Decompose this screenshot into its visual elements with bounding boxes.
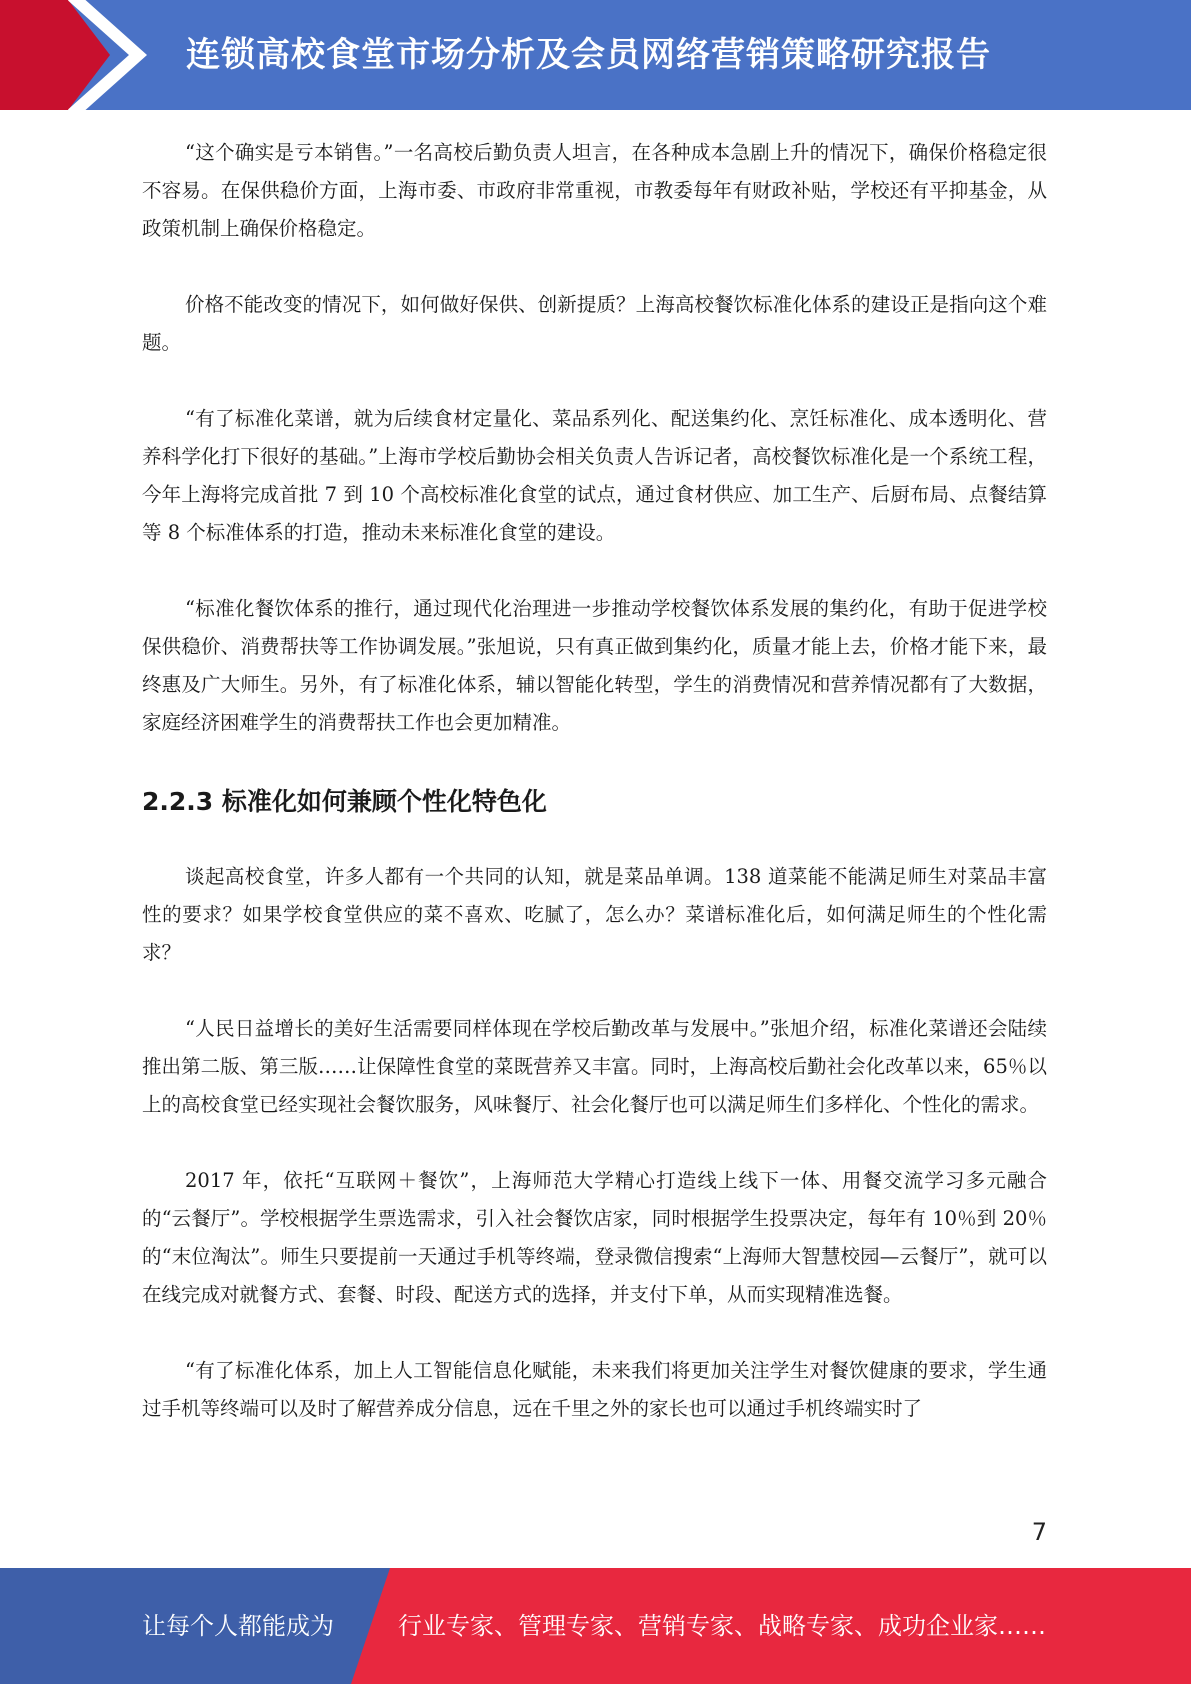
report-title: 连锁高校食堂市场分析及会员网络营销策略研究报告 xyxy=(186,35,991,75)
paragraph: “标准化餐饮体系的推行，通过现代化治理进一步推动学校餐饮体系发展的集约化，有助于促进学校保供稳价、消费帮扶等工作协调发展。”张旭说，只有真正做到集约化，质量才能上去，价格才能下来，最终惠及广大师生。另外，有了标准化体系，辅以智能化转型，学生的消费情况和营养情况都有了大数据，家庭经济困难学生的消费帮扶工作也会更加精准。 xyxy=(142,597,1047,734)
paragraph: “有了标准化体系，加上人工智能信息化赋能，未来我们将更加关注学生对餐饮健康的要求，学生通过手机等终端可以及时了解营养成分信息，远在千里之外的家长也可以通过手机终端实时了 xyxy=(142,1359,1047,1420)
page-number: 7 xyxy=(1031,1518,1047,1546)
section-heading: 2.2.3 标准化如何兼顾个性化特色化 xyxy=(142,787,547,816)
footer-slogan-right: 行业专家、管理专家、营销专家、战略专家、成功企业家…… xyxy=(398,1612,1046,1640)
paragraph: “有了标准化菜谱，就为后续食材定量化、菜品系列化、配送集约化、烹饪标准化、成本透明化、营养科学化打下很好的基础。”上海市学校后勤协会相关负责人告诉记者，高校餐饮标准化是一个系统工程，今年上海将完成首批 7 到 10 个高校标准化食堂的试点，通过食材供应、加工生产、后厨布局、点餐结算等 8 个标准体系的打造，推动未来标准化食堂的建设。 xyxy=(142,407,1047,544)
paragraph: 2017 年，依托“互联网＋餐饮”，上海师范大学精心打造线上线下一体、用餐交流学习多元融合的“云餐厅”。学校根据学生票选需求，引入社会餐饮店家，同时根据学生投票决定，每年有 10％到 20％的“末位淘汰”。师生只要提前一天通过手机等终端，登录微信搜索“上海师大智慧校园—云餐厅”，就可以在线完成对就餐方式、套餐、时段、配送方式的选择，并支付下单，从而实现精准选餐。 xyxy=(142,1169,1047,1306)
paragraph: “这个确实是亏本销售。”一名高校后勤负责人坦言，在各种成本急剧上升的情况下，确保价格稳定很不容易。在保供稳价方面，上海市委、市政府非常重视，市教委每年有财政补贴，学校还有平抑基金，从政策机制上确保价格稳定。 xyxy=(142,141,1047,240)
paragraph: “人民日益增长的美好生活需要同样体现在学校后勤改革与发展中。”张旭介绍，标准化菜谱还会陆续推出第二版、第三版……让保障性食堂的菜既营养又丰富。同时，上海高校后勤社会化改革以来，65％以上的高校食堂已经实现社会餐饮服务，风味餐厅、社会化餐厅也可以满足师生们多样化、个性化的需求。 xyxy=(142,1017,1047,1116)
paragraph: 价格不能改变的情况下，如何做好保供、创新提质？上海高校餐饮标准化体系的建设正是指向这个难题。 xyxy=(142,293,1047,354)
header-banner xyxy=(0,0,1191,110)
header-chevron-icon xyxy=(0,0,150,110)
paragraph: 谈起高校食堂，许多人都有一个共同的认知，就是菜品单调。138 道菜能不能满足师生对菜品丰富性的要求？如果学校食堂供应的菜不喜欢、吃腻了，怎么办？菜谱标准化后，如何满足师生的个性化需求？ xyxy=(142,865,1047,964)
document-body xyxy=(142,134,1047,1428)
footer-banner xyxy=(0,1568,1191,1684)
footer-slogan-left: 让每个人都能成为 xyxy=(142,1612,334,1640)
